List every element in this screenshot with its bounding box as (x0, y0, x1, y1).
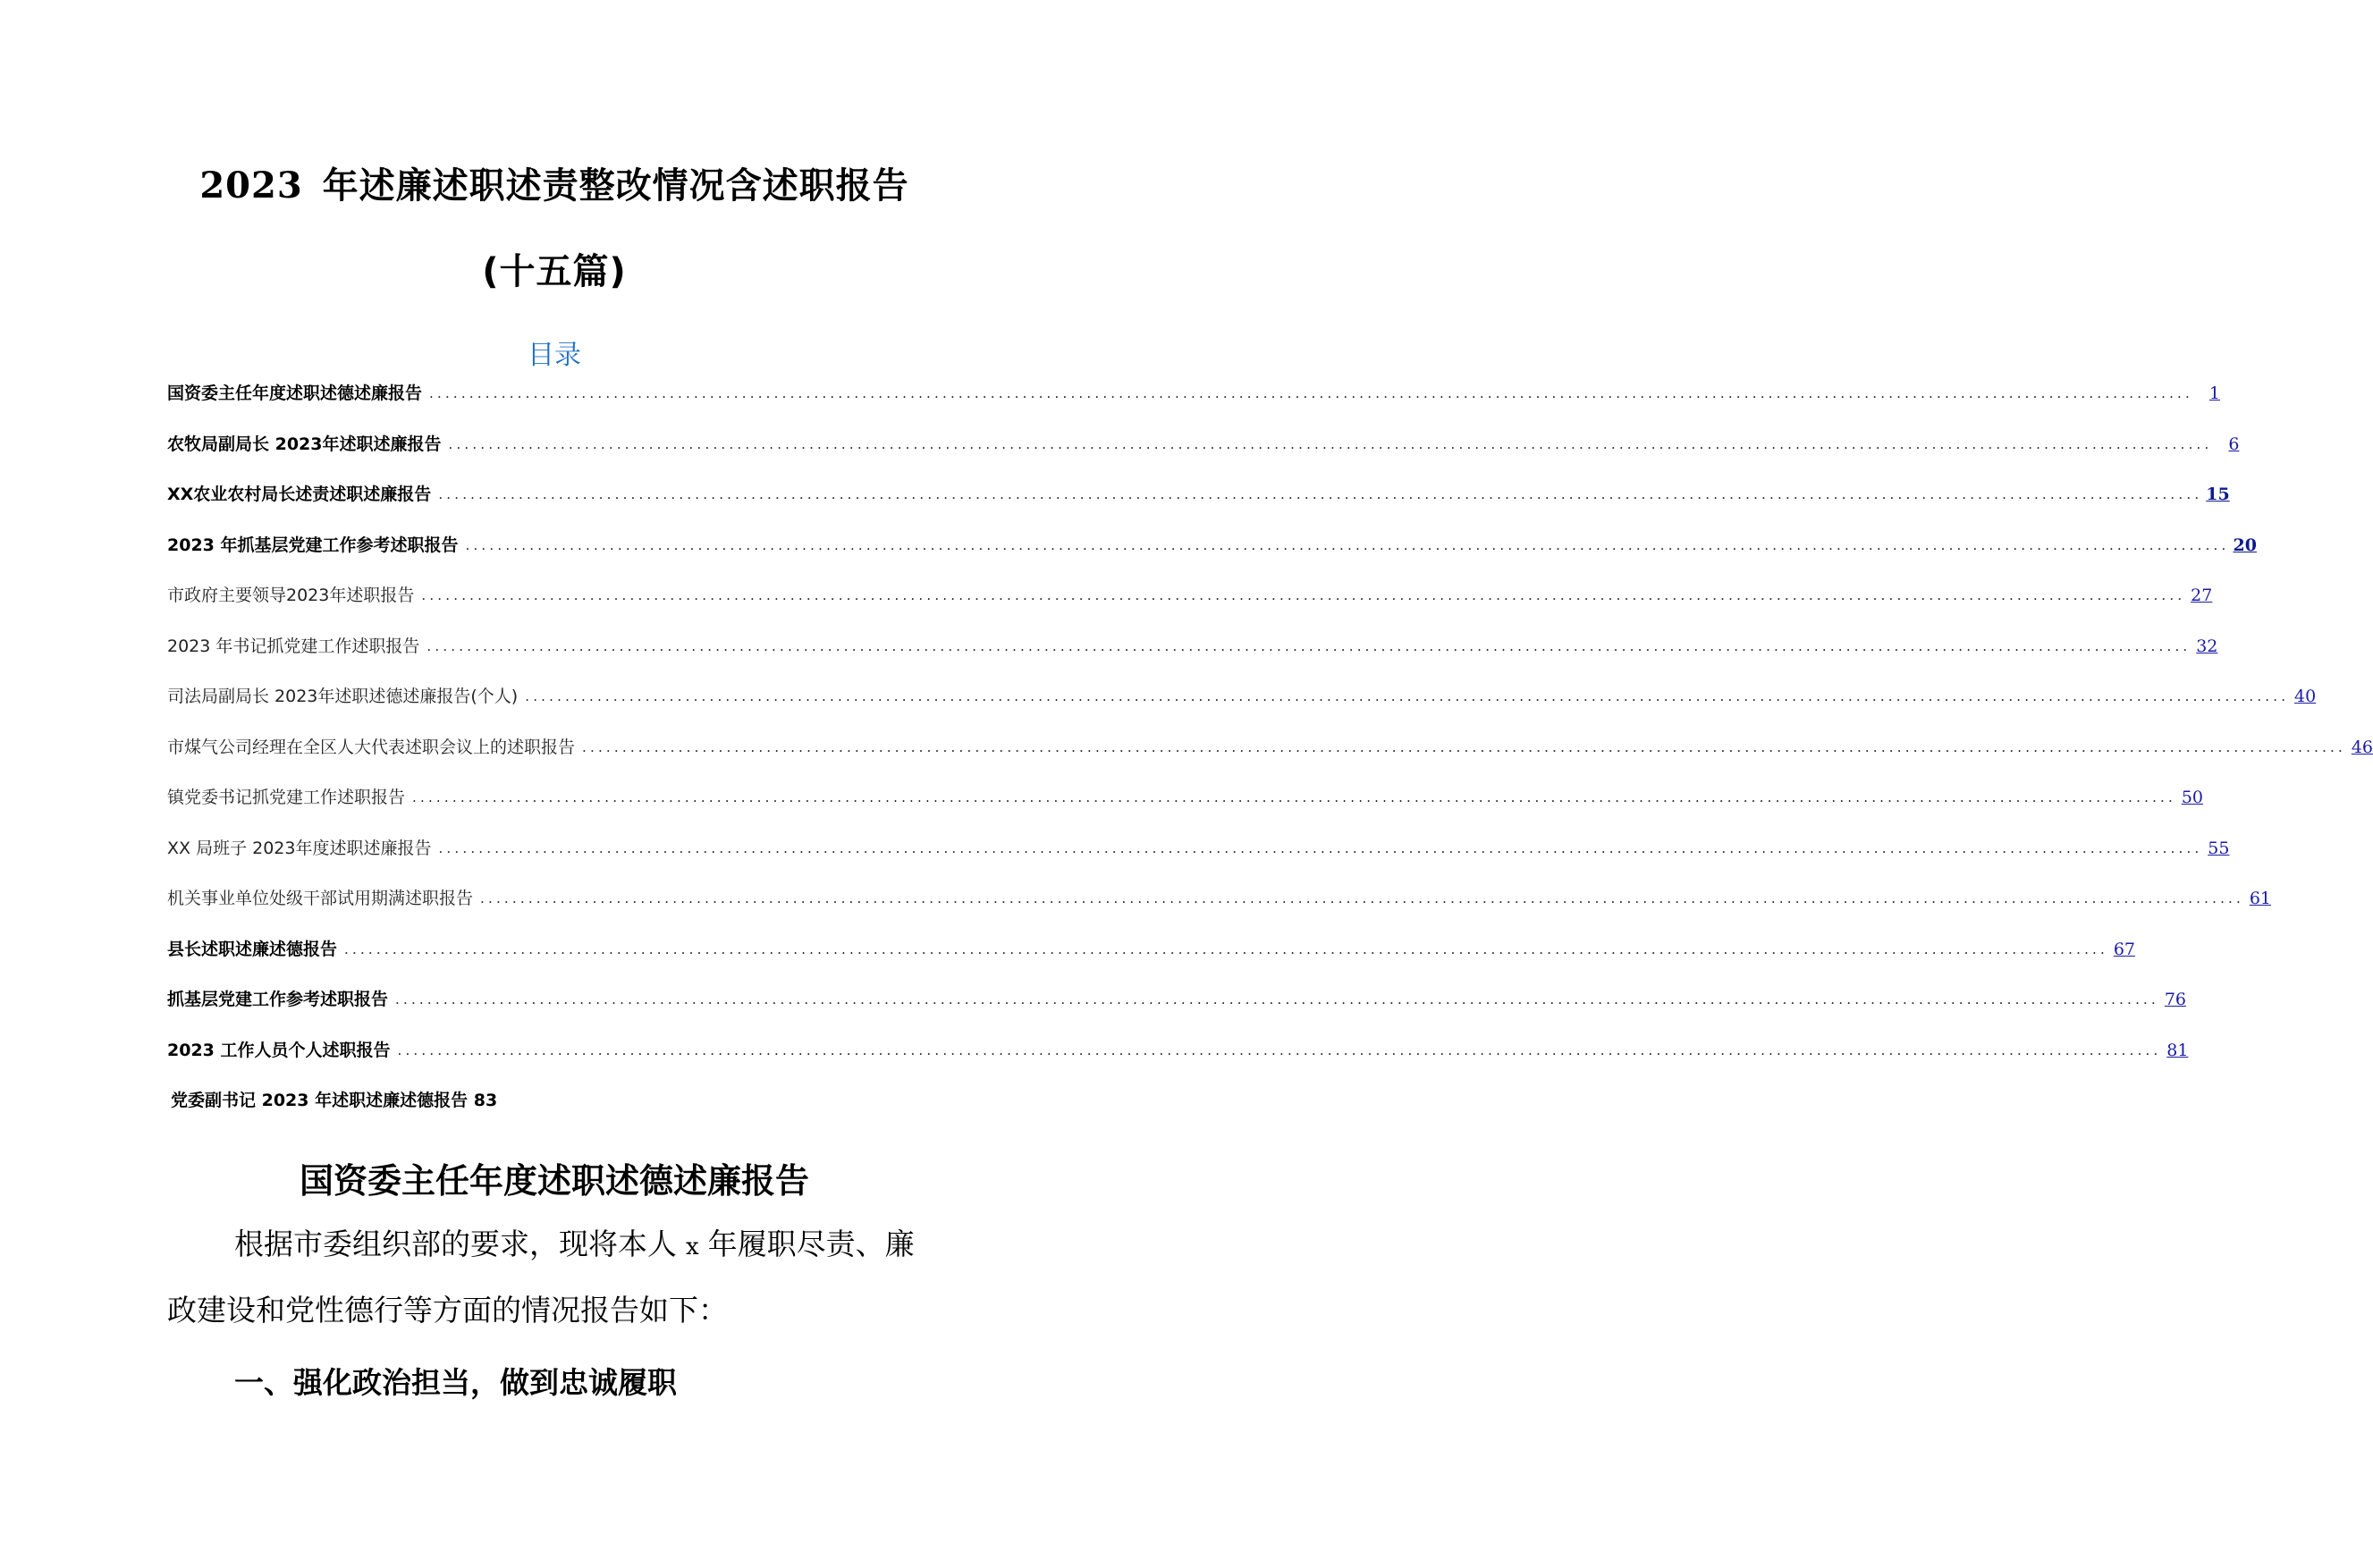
toc-entry[interactable] (167, 787, 2203, 838)
toc-entry-label: 党委副书记 2023 年述职述廉述德报告 83 (171, 1091, 498, 1110)
title-year: 2023 (199, 164, 303, 207)
title-main-text: 年述廉述职述责整改情况含述职报告 (322, 165, 909, 207)
section-subheading: 一、强化政治担当，做到忠诚履职 (234, 1365, 677, 1400)
toc-entry[interactable] (167, 636, 2218, 687)
toc-dot-leader: ............................................................................................................................................................................................................................ (438, 486, 2203, 502)
toc-entry[interactable] (167, 838, 2230, 889)
toc-entry-label: 市煤气公司经理在全区人大代表述职会议上的述职报告 (167, 737, 576, 757)
toc-entry[interactable] (167, 888, 2271, 939)
toc-entry-label: 2023 工作人员个人述职报告 (167, 1040, 391, 1060)
toc-entry-label: 司法局副局长 2023年述职述德述廉报告(个人) (167, 687, 519, 706)
toc-entry-label: XX农业农村局长述责述职述廉报告 (167, 485, 432, 504)
toc-dot-leader: ............................................................................................................................................................................................................................ (344, 940, 2108, 957)
toc-entry[interactable] (167, 989, 2186, 1040)
toc-entry-label: 抓基层党建工作参考述职报告 (167, 990, 389, 1009)
toc-entry-label: 2023 年书记抓党建工作述职报告 (167, 636, 420, 656)
toc-dot-leader: ............................................................................................................................................................................................................................ (429, 385, 2193, 401)
toc-entry-label: 镇党委书记抓党建工作述职报告 (167, 788, 406, 807)
toc-entry-label: 2023 年抓基层党建工作参考述职报告 (167, 535, 459, 555)
table-of-contents (167, 383, 2373, 1141)
toc-dot-leader: ............................................................................................................................................................................................................................ (438, 839, 2203, 856)
toc-entry[interactable] (167, 1040, 2189, 1091)
toc-entry-label: 国资委主任年度述职述德述廉报告 (167, 384, 423, 403)
toc-entry[interactable] (167, 484, 2230, 535)
toc-entry[interactable] (167, 939, 2135, 990)
toc-dot-leader: ............................................................................................................................................................................................................................ (412, 789, 2176, 805)
toc-heading: 目录 (528, 340, 581, 371)
toc-page-link[interactable]: 27 (2191, 586, 2213, 605)
toc-entry[interactable] (167, 434, 2240, 485)
toc-page-link[interactable]: 40 (2294, 687, 2317, 706)
toc-page-link[interactable]: 20 (2233, 535, 2257, 555)
toc-dot-leader: ............................................................................................................................................................................................................................ (395, 991, 2159, 1007)
para-text-after: 年履职尽责、廉 (707, 1227, 915, 1261)
toc-dot-leader: ............................................................................................................................................................................................................................ (525, 688, 2290, 704)
toc-entry[interactable] (167, 1090, 943, 1141)
para-text-before: 根据市委组织部的要求，现将本人 (234, 1227, 677, 1261)
toc-dot-leader: ............................................................................................................................................................................................................................ (448, 435, 2213, 452)
toc-entry[interactable] (167, 383, 2220, 434)
toc-page-link[interactable]: 67 (2113, 939, 2135, 959)
toc-dot-leader: ............................................................................................................................................................................................................................ (421, 587, 2186, 603)
body-paragraph-line-2: 政建设和党性德行等方面的情况报告如下： (167, 1293, 728, 1328)
toc-page-link[interactable]: 32 (2196, 636, 2218, 656)
toc-dot-leader: ............................................................................................................................................................................................................................ (426, 637, 2191, 654)
document-title (0, 157, 1109, 208)
toc-entry-label: 县长述职述廉述德报告 (167, 939, 338, 959)
toc-entry[interactable] (167, 585, 2213, 636)
toc-page-link[interactable]: 15 (2206, 485, 2230, 504)
toc-entry-label: 市政府主要领导2023年述职报告 (167, 586, 415, 605)
toc-entry[interactable] (167, 535, 2257, 586)
toc-entry-label: XX 局班子 2023年度述职述廉报告 (167, 838, 432, 858)
toc-dot-leader: ............................................................................................................................................................................................................................ (582, 738, 2346, 755)
toc-dot-leader: ............................................................................................................................................................................................................................ (480, 890, 2244, 906)
toc-entry[interactable] (167, 686, 2317, 737)
toc-page-link[interactable]: 50 (2181, 788, 2203, 807)
toc-entry-label: 农牧局副局长 2023年述职述廉报告 (167, 434, 442, 454)
para-year-placeholder: x (686, 1234, 699, 1260)
toc-page-link[interactable]: 61 (2249, 889, 2271, 908)
toc-entry-label: 机关事业单位处级干部试用期满述职报告 (167, 889, 474, 908)
toc-dot-leader: ............................................................................................................................................................................................................................ (397, 1041, 2162, 1058)
toc-entry[interactable] (167, 737, 2373, 788)
body-paragraph-line-1 (234, 1227, 1003, 1265)
toc-page-link[interactable]: 46 (2351, 737, 2373, 757)
toc-page-link[interactable]: 55 (2208, 838, 2230, 858)
toc-page-link[interactable]: 1 (2208, 384, 2220, 403)
toc-page-link[interactable]: 81 (2166, 1040, 2189, 1060)
toc-dot-leader: ............................................................................................................................................................................................................................ (465, 536, 2230, 553)
toc-page-link[interactable]: 76 (2164, 990, 2186, 1009)
section-title: 国资委主任年度述职述德述廉报告 (299, 1161, 809, 1201)
document-subtitle: (十五篇) (482, 251, 627, 292)
toc-page-link[interactable]: 6 (2228, 434, 2240, 454)
